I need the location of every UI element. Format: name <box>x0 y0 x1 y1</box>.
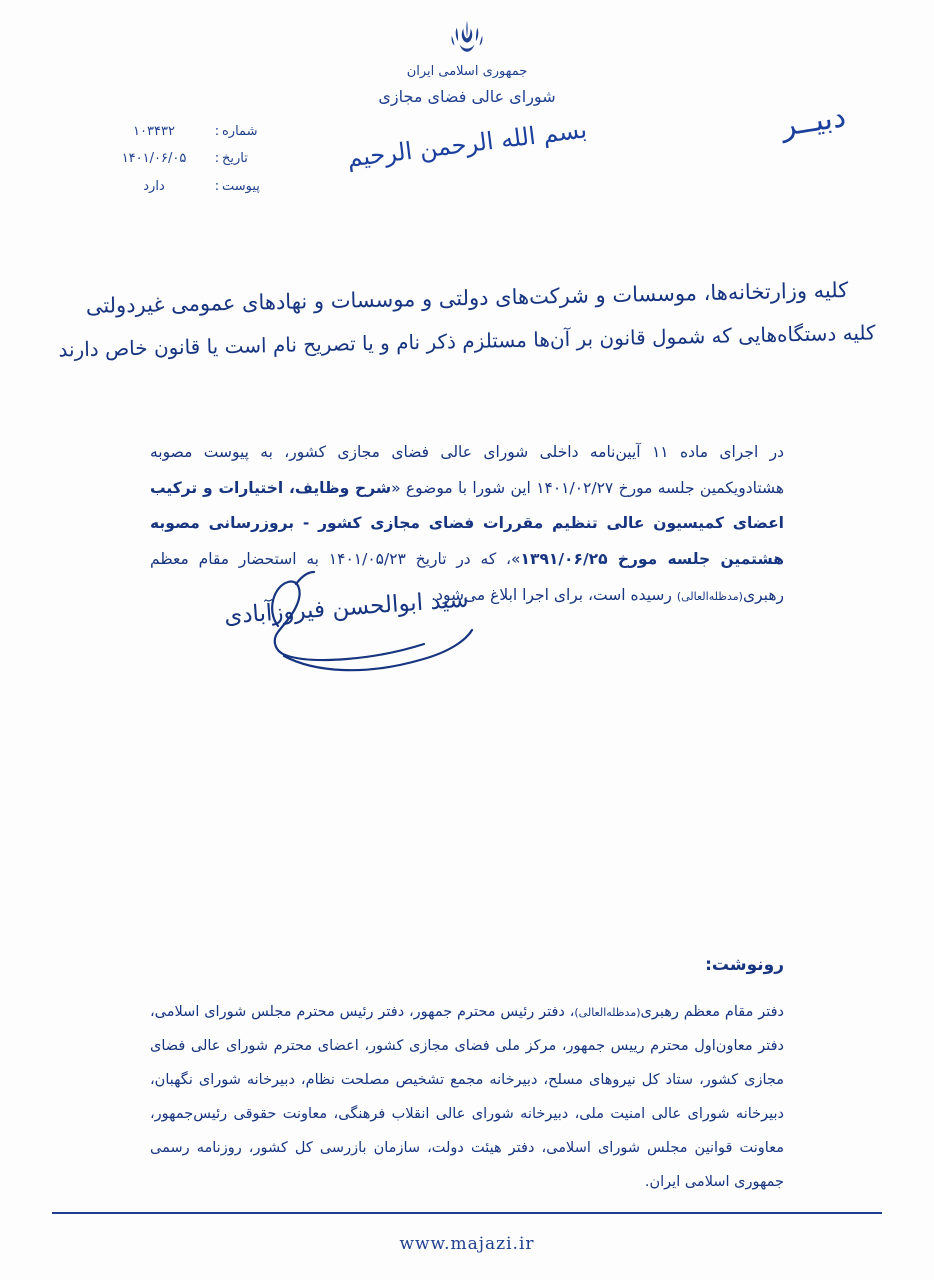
meta-number-value: ۱۰۳۴۳۲ <box>133 124 175 139</box>
meta-colon: : <box>214 178 220 194</box>
meta-colon: : <box>214 124 220 139</box>
addressee-line-1: کلیه وزارتخانه‌ها، موسسات و شرکت‌های دولتی و موسسات و نهادهای عمومی غیردولتی <box>85 278 849 318</box>
meta-row-attachment <box>96 173 286 200</box>
cc-text-b: ، دفتر رئیس محترم جمهور، دفتر رئیس محترم مجلس شورای اسلامی، دفتر معاون‌اول محترم رییس جمهور، مرکز ملی فضای مجازی کشور، اعضای محترم شورای عالی فضای مجازی کشور، ستاد کل نیروهای مسلح، دبیرخانه مجمع تشخیص مصلحت نظام، دبیرخانه شورای نگهبان، دبیرخانه شورای عالی امنیت ملی، دبیرخانه شورای عالی انقلاب فرهنگی، معاونت حقوقی رئیس‌جمهور، معاونت قوانین مجلس شورای اسلامی، دفتر هیئت دولت، سازمان بازرسی کل کشور، روزنامه رسمی جمهوری اسلامی ایران. <box>150 1004 784 1191</box>
handwritten-dabir: دبیــر <box>778 99 849 144</box>
body-part-a: در اجرای ماده ۱۱ آیین‌نامه داخلی شورای عالی فضای مجازی کشور، به پیوست مصوبه هشتادویکمین جلسه مورخ ۱۴۰۱/۰۲/۲۷ این شورا با موضوع « <box>150 443 784 497</box>
meta-attachment-value: دارد <box>143 178 165 194</box>
letterhead <box>0 18 934 109</box>
cc-list <box>150 995 784 1199</box>
cc-title: رونوشت: <box>705 955 784 975</box>
body-subject-bold: شرح وظایف، اختیارات و ترکیب اعضای کمیسیون عالی تنظیم مقررات فضای مجازی کشور - بروزرسانی مصوبه هشتمین جلسه مورخ ۱۳۹۱/۰۶/۲۵ <box>150 478 784 568</box>
letterhead-line2: شورای عالی فضای مجازی <box>378 86 556 106</box>
footer-divider <box>52 1212 882 1214</box>
letterhead-line1: جمهوری اسلامی ایران <box>406 64 528 79</box>
signatory-name: سید ابوالحسن فیروزآبادی <box>223 586 470 630</box>
meta-colon: : <box>214 151 220 167</box>
cc-honorific: (مدظله‌العالی) <box>574 1006 641 1019</box>
meta-date-label: تاریخ <box>222 151 248 167</box>
meta-row-number <box>96 118 286 145</box>
meta-row-date <box>96 145 286 172</box>
body-part-b: »، که در تاریخ ۱۴۰۱/۰۵/۲۳ به استحضار مقام معظم رهبری <box>150 549 784 604</box>
document-meta <box>96 118 286 200</box>
meta-number-label: شماره <box>222 124 258 139</box>
addressee-block <box>0 276 934 362</box>
body-part-c: رسیده است، برای اجرا ابلاغ می‌شود. <box>431 585 677 604</box>
footer-website-url: www.majazi.ir <box>399 1234 535 1254</box>
meta-date-value: ۱۴۰۱/۰۶/۰۵ <box>121 151 187 167</box>
cc-text-a: دفتر مقام معظم رهبری <box>640 1004 784 1020</box>
addressee-line-2: کلیه دستگاه‌هایی که شمول قانون بر آن‌ها مستلزم ذکر نام و یا تصریح نام است یا قانون خاص دارند <box>58 320 876 362</box>
meta-attachment-label: پیوست <box>222 178 260 194</box>
iran-emblem-icon <box>444 18 490 58</box>
body-honorific: (مدظله‌العالی) <box>676 589 743 603</box>
basmala-text: بسم الله الرحمن الرحیم <box>345 115 589 173</box>
